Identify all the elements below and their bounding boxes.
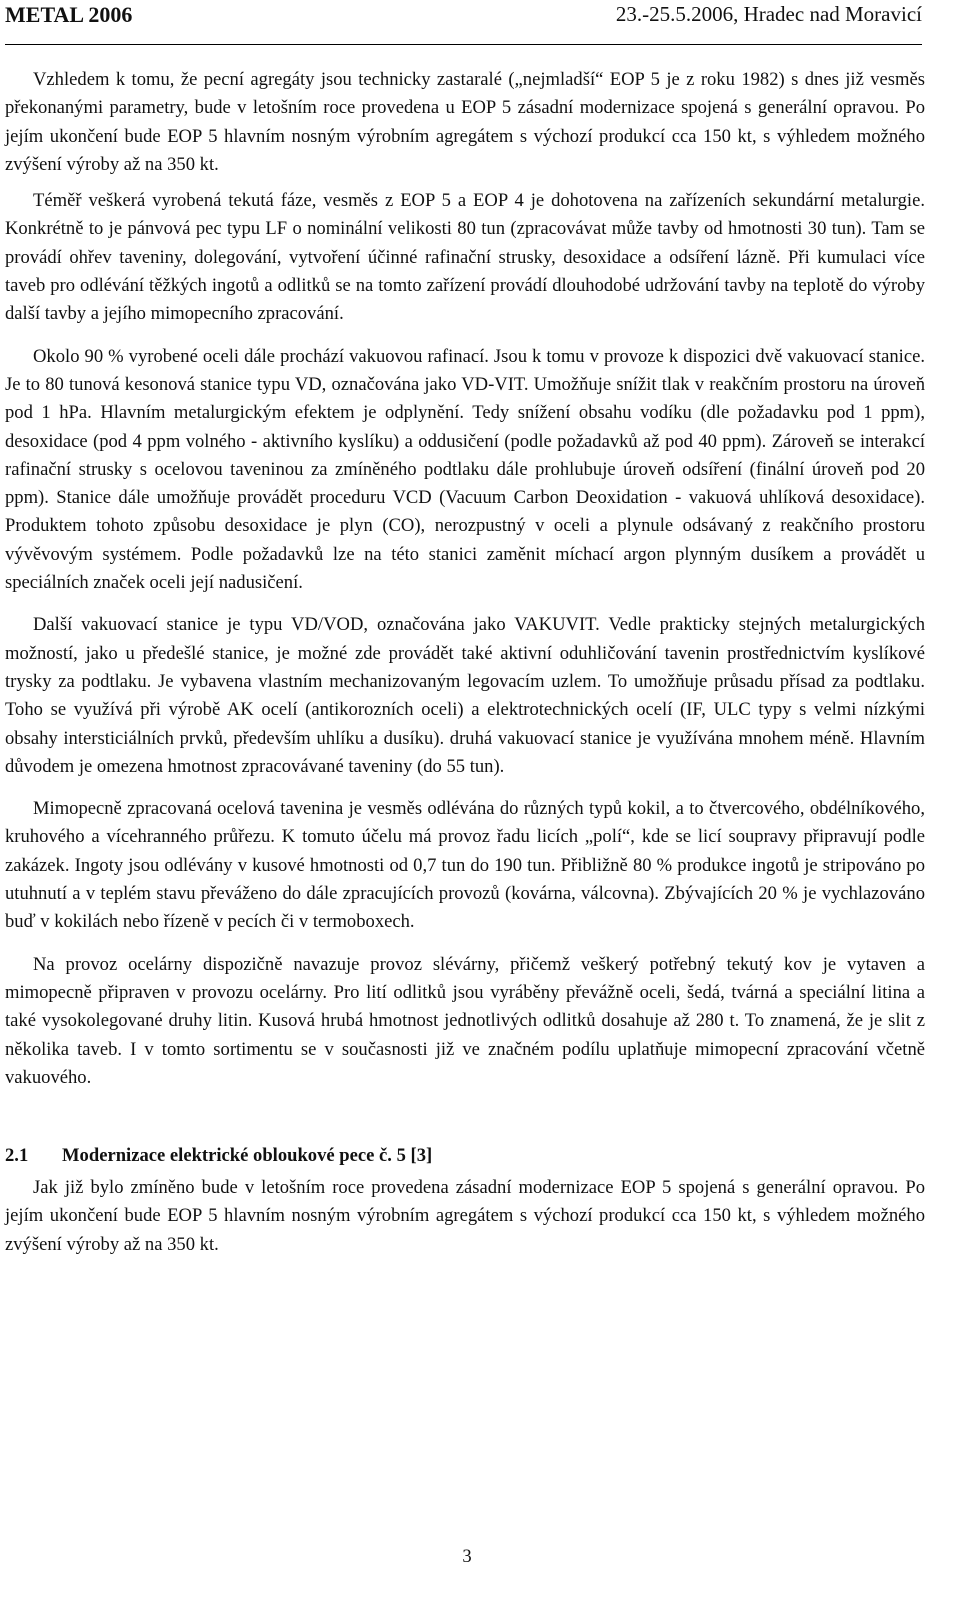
section-number: 2.1 (5, 1145, 29, 1167)
paragraph-2: Téměř veškerá vyrobená tekutá fáze, vesměs z EOP 5 a EOP 4 je dohotovena na zařízeních sekundární metalurgie. Konkrétně to je pánvová pec typu LF o nominální velikosti 80 tun (zpracovávat může tavby od hmotnosti 30 tun). Tam se provádí ohřev taveniny, dolegování, vytvoření účinné rafinační strusky, desoxidace a odsíření lázně. Při kumulaci více taveb pro odlévání těžkých ingotů a odlitků se na tomto zařízení provádí dlouhodobé udržování tavby na teplotě do výroby další tavby a jejího mimopecního zpracování. (5, 190, 925, 325)
paragraph-3: Okolo 90 % vyrobené oceli dále prochází vakuovou rafinací. Jsou k tomu v provoze k dispozici dvě vakuovací stanice. Je to 80 tunová kesonová stanice typu VD, označována jako VD-VIT. Umožňuje snížit tlak v reakčním prostoru na úroveň pod 1 hPa. Hlavním metalurgickým efektem je odplynění. Tedy snížení obsahu vodíku (dle požadavku pod 1 ppm), desoxidace (pod 4 ppm volného - aktivního kyslíku) a oddusičení (podle požadavků až pod 40 ppm). Zároveň se interakcí rafinační strusky s ocelovou taveninou za zmíněného podtlaku dále prohlubuje úroveň odsíření (finální úroveň pod 20 ppm). Stanice dále umožňuje provádět proceduru VCD (Vacuum Carbon Deoxidation - vakuová uhlíková desoxidace). Produktem tohoto způsobu desoxidace je plyn (CO), nerozpustný v oceli a plynule odsávaný z reakčního prostoru vývěvovým systémem. Podle požadavků lze na této stanici zaměnit míchací argon plynným dusíkem a provádět u speciálních značek oceli její nadusičení. (5, 345, 925, 594)
paragraph-6: Na provoz ocelárny dispozičně navazuje provoz slévárny, přičemž veškerý potřebný tekutý kov je vytaven a mimopecně připraven v provozu ocelárny. Pro lití odlitků jsou vyráběny převážně oceli, šedá, tvárná a speciální litina a také vysokolegované druhy litin. Kusová hrubá hmotnost jednotlivých odlitků dosahuje až 280 t. To znamená, že je slit z několika taveb. I v tomto sortimentu se v současnosti již ve značném podílu uplatňuje mimopecní zpracování včetně vakuového. (5, 953, 925, 1088)
page-header (5, 0, 922, 45)
paragraph-5: Mimopecně zpracovaná ocelová tavenina je vesměs odlévána do různých typů kokil, a to čtvercového, obdélníkového, kruhového a vícehranného průřezu. K tomuto účelu má provoz řadu licích „polí“, kde se licí soupravy připravují podle zakázek. Ingoty jsou odlévány v kusové hmotnosti od 0,7 tun do 190 tun. Přibližně 80 % produkce ingotů je stripováno po utuhnutí a v teplém stavu převáženo do dále zpracujících provozů (kovárna, válcovna). Zbývajících 20 % je vychlazováno buď v kokilách nebo řízeně v pecích či v termoboxech. (5, 798, 925, 933)
paragraph-4: Další vakuovací stanice je typu VD/VOD, označována jako VAKUVIT. Vedle prakticky stejných metalurgických možností, jako u předešlé stanice, je možné zde provádět také aktivní oduhličování tavenin prostřednictvím kyslíkové trysky za podtlaku. Je vybavena vlastním mechanizovaným legovacím uzlem. To umožňuje průsadu přísad za podtlaku. Toho se využívá při výrobě AK ocelí (antikorozních oceli) a elektrotechnických ocelí (IF, ULC typy s velmi nízkými obsahy intersticiálních prvků, především uhlíku a dusíku). druhá vakuovací stanice je využívána mnohem méně. Hlavním důvodem je omezena hmotnost zpracovávané taveniny (do 55 tun). (5, 614, 925, 777)
section-paragraph: Jak již bylo zmíněno bude v letošním roce provedena zásadní modernizace EOP 5 spojená s generální opravou. Po jejím ukončení bude EOP 5 hlavním nosným výrobním agregátem s výchozí produkcí cca 150 kt, s výhledem možného zvýšení výroby až na 350 kt. (5, 1177, 925, 1255)
document-body (5, 66, 925, 1273)
paragraph-1: Vzhledem k tomu, že pecní agregáty jsou technicky zastaralé („nejmladší“ EOP 5 je z roku 1982) s dnes již vesměs překonanými parametry, bude v letošním roce provedena u EOP 5 zásadní modernizace spojená s generální opravou. Po jejím ukončení bude EOP 5 hlavním nosným výrobním agregátem s výchozí produkcí cca 150 kt, s výhledem možného zvýšení výroby až na 350 kt. (5, 69, 925, 175)
conference-title: METAL 2006 (5, 2, 133, 27)
section-heading (5, 1142, 925, 1170)
conference-date-location: 23.-25.5.2006, Hradec nad Moravicí (615, 2, 922, 26)
section-title: Modernizace elektrické obloukové pece č. 5 [3] (62, 1145, 433, 1167)
page-number: 3 (462, 1546, 472, 1567)
